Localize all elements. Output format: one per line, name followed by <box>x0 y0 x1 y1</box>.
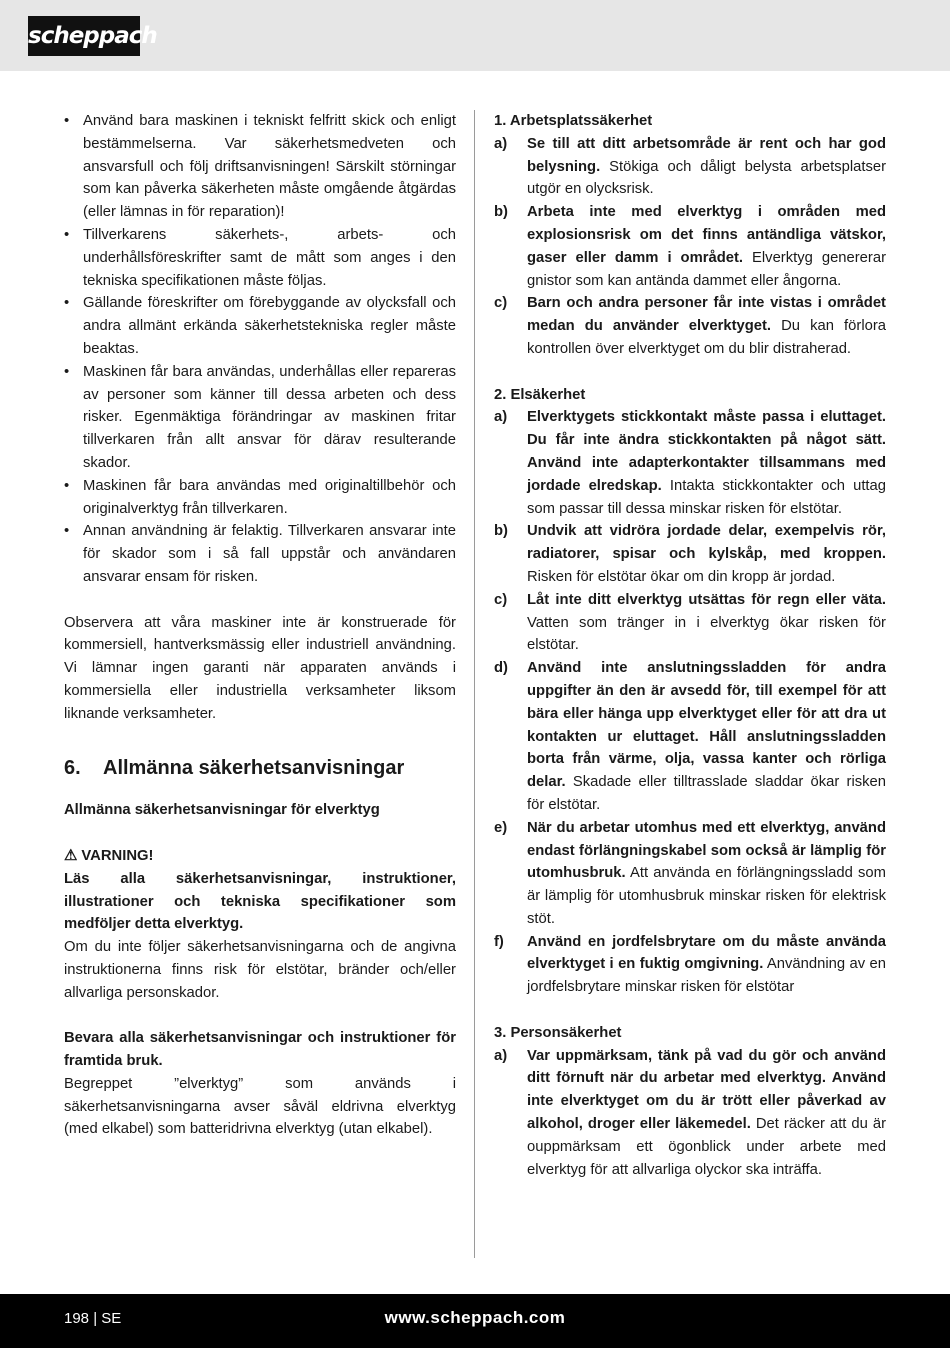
subsection-title: 2. Elsäkerhet <box>494 386 586 403</box>
list-item: d) Använd inte anslutningssladden för andra uppgifter än den är avsedd för, till exempel för att bära eller hänga upp elverktyget eller för att dra ut kontakten ur eluttaget. Håll anslutningssladden borta från värme, olja, vassa kanter och rörliga delar. Skadade eller tilltrasslade sladdar ökar risken för elstötar. <box>494 660 886 813</box>
bullet-item: • Gällande föreskrifter om förebyggande av olycksfall och andra allmänt erkända säkerhetstekniska regler måste beaktas. <box>64 292 456 360</box>
website-link[interactable]: www.scheppach.com <box>384 1308 566 1327</box>
list-item: a) Elverktygets stickkontakt måste passa i eluttaget. Du får inte ändra stickkontakten på något sätt. Använd inte adapterkontakter tillsammans med jordade elredskap. Intakta stickkontakter och uttag som passar till dessa minskar risken för elstötar. <box>494 409 886 517</box>
bullet-icon: • <box>64 226 70 243</box>
page-number: 198 | SE <box>64 1310 122 1327</box>
bullet-item: • Maskinen får bara användas med originaltillbehör och originalverktyg från tillverkaren. <box>64 475 456 521</box>
warning-text: Om du inte följer säkerhetsanvisningarna och de angivna instruktionerna finns risk för elstötar, bränder och/eller allvarliga personskador. <box>64 939 456 1001</box>
left-column <box>64 110 456 1141</box>
keep-instructions-text: Begreppet ”elverktyg” som används i säkerhetsanvisningarna avser såväl eldrivna elverktyg (med elkabel) som batteridrivna elverktyg (utan elkabel). <box>64 1075 456 1138</box>
list-item: a) Se till att ditt arbetsområde är rent och har god belysning. Stökiga och dåligt belysta arbetsplatser utgör en olycksrisk. <box>494 135 886 198</box>
bullet-item: • Använd bara maskinen i tekniskt felfritt skick och enligt bestämmelserna. Var säkerhetsmedveten och ansvarsfull och följ driftsanvisningen! Särskilt störningar som kan påverka säkerheten måste omgående åtgärdas (eller lämnas in för reparation)! <box>64 110 456 224</box>
keep-instructions-bold: Bevara alla säkerhetsanvisningar och instruktioner för framtida bruk. <box>64 1030 456 1070</box>
list-item: b) Arbeta inte med elverktyg i områden med explosionsrisk om det finns antändliga vätskor, gaser eller damm i området. Elverktyg genererar gnistor som kan antända dammet eller ångorna. <box>494 204 886 289</box>
bullet-item: • Maskinen får bara användas, underhållas eller repareras av personer som känner till dessa arbeten och dess risker. Egenmäktiga förändringar av maskinen fritar tillverkaren från allt ansvar för därav resulterande skador. <box>64 361 456 475</box>
list-item: c) Låt inte ditt elverktyg utsättas för regn eller väta. Vatten som tränger in i elverktyg ökar risken för elstötar. <box>494 591 886 654</box>
bullet-item: • Tillverkarens säkerhets-, arbets- och underhållsföreskrifter samt de mått som anges i den tekniska specifikationen måste följas. <box>64 224 456 292</box>
list-item: e) När du arbetar utomhus med ett elverktyg, använd endast förlängningskabel som också är lämplig för utomhusbruk. Att använda en förlängningssladd som är lämplig för utomhusbruk minskar risken för elektrisk stöt. <box>494 819 886 927</box>
section-heading: 6. Allmänna säkerhetsanvisningar <box>64 757 405 780</box>
page-header <box>0 0 950 71</box>
page-footer <box>0 1294 950 1348</box>
list-item: b) Undvik att vidröra jordade delar, exempelvis rör, radiatorer, spisar och kylskåp, med kroppen. Risken för elstötar ökar om din kropp är jordad. <box>494 523 886 585</box>
subsection-title: 1. Arbetsplatssäkerhet <box>494 113 653 129</box>
bullet-icon: • <box>64 295 70 312</box>
warning-label: ⚠ VARNING! <box>64 847 154 864</box>
usage-note: Observera att våra maskiner inte är konstruerade för kommersiell, hantverksmässig eller industriell användning. Vi lämnar ingen garanti när apparaten används i kommersiella eller industriella verksamheter liksom liknande verksamheter. <box>64 614 456 722</box>
bullet-icon: • <box>64 113 70 129</box>
subsection-title: 3. Personsäkerhet <box>494 1024 622 1041</box>
subheading: Allmänna säkerhetsanvisningar för elverktyg <box>64 802 380 819</box>
bullet-icon: • <box>64 477 70 494</box>
bullet-icon: • <box>64 363 70 380</box>
list-item: c) Barn och andra personer får inte vistas i området medan du använder elverktyget. Du kan förlora kontrollen över elverktyget om du blir distraherad. <box>494 295 886 357</box>
bullet-icon: • <box>64 523 70 540</box>
scheppach-logo: scheppach <box>28 16 140 56</box>
warning-bold-text: Läs alla säkerhetsanvisningar, instruktioner, illustrationer och tekniska specifikationer som medföljer detta elverktyg. <box>64 870 456 933</box>
list-item: f) Använd en jordfelsbrytare om du måste använda elverktyget i en fuktig omgivning. Användning av en jordfelsbrytare minskar risken för elstötar <box>494 933 886 996</box>
right-column <box>494 110 886 1181</box>
list-item: a) Var uppmärksam, tänk på vad du gör och använd ditt förnuft när du arbetar med elverktyg. Använd inte elverktyget om du är trött eller påverkad av alkohol, droger eller läkemedel. Det räcker att du är ouppmärksam ett ögonblick under arbete med elverktyg för att allvarliga olyckor ska inträffa. <box>494 1047 887 1178</box>
column-divider <box>474 110 475 1258</box>
bullet-item: • Annan användning är felaktig. Tillverkaren ansvarar inte för skador som i så fall uppstår och användaren ansvarar ensam för risken. <box>64 520 456 588</box>
